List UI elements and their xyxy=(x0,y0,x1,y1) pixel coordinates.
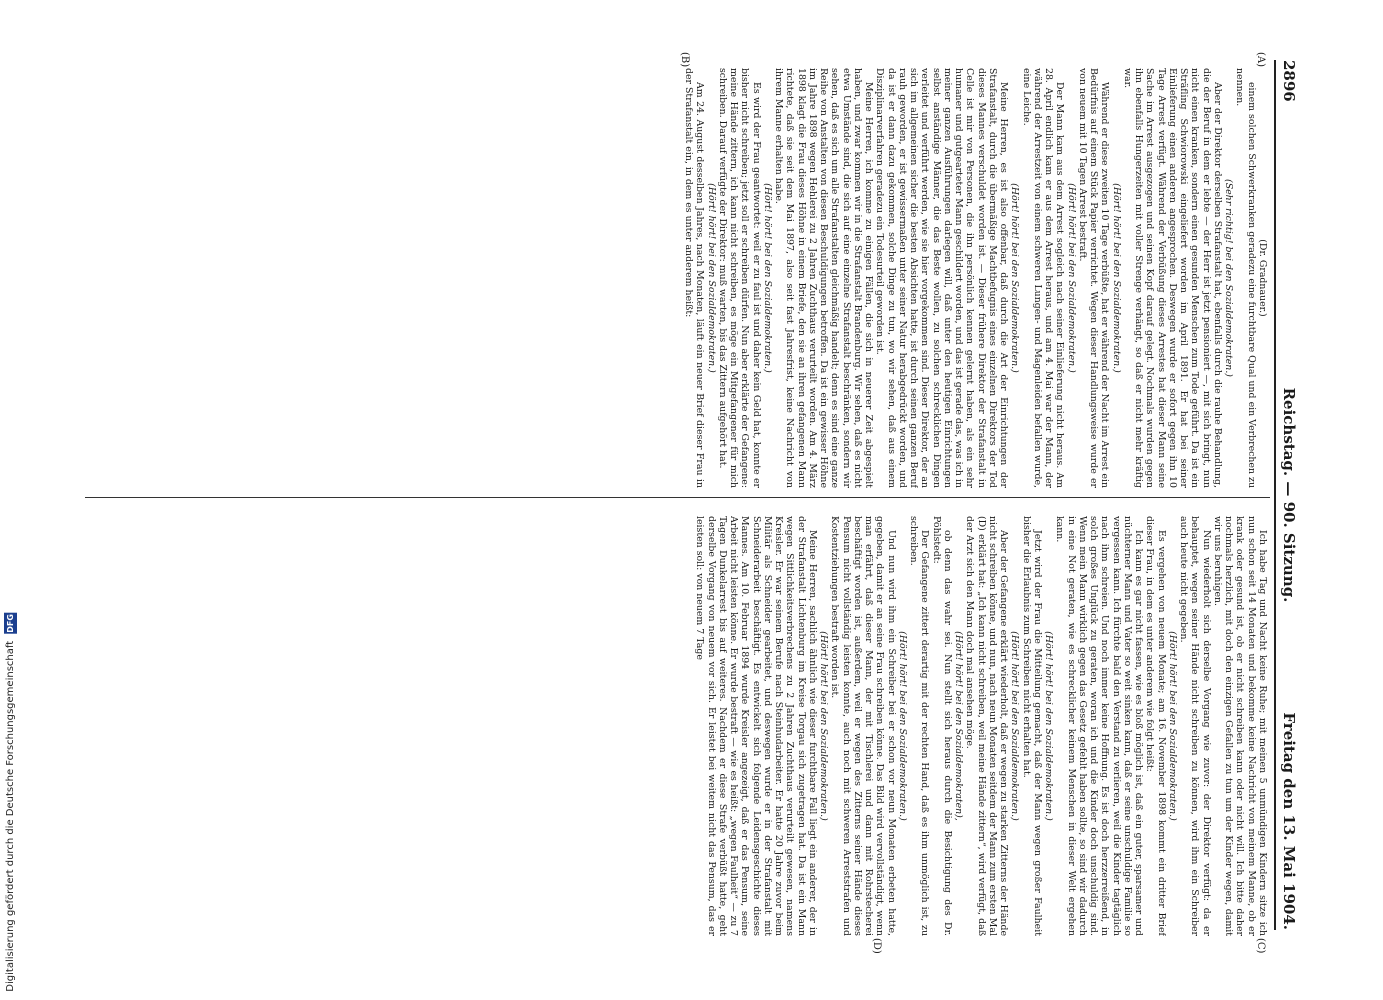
interjection: (Hört! hört! bei den Sozialdemokraten.) xyxy=(1065,183,1077,373)
paragraph: Und nun wird ihm ein Schreiber bei er schon vor neun Monaten erbeten hatte, gegeben, damit er an seine Frau schreiben könne. Das Bild wird vervollständigt, wenn man erfährt, daß dieser Mann, der mit Tischlerei und dann mit Rohrstecherei beschäftigt worden ist, außerdem, weil er wegen des Zitterns seiner Hände dieses Pensum nicht vollständig leisten konnte, auch noch mit schweren Arreststrafen und Kostentziehungen bestraft worden ist. xyxy=(829,516,897,936)
paragraph: Ich habe Tag und Nacht keine Ruhe; mit meinen 5 unmündigen Kindern sitze ich nun schon seit 14 Monaten und bekomme keine Nachricht von meinem Manne, ob er krank oder gesund ist, ob er nicht schreiben kann oder nicht will. Ich bitte daher nochmals herzlich, mit doch den einzigen Gefallen zu tun um der Kinder wegen, damit wir uns beruhigen. xyxy=(1212,516,1268,936)
paragraph: Ich kann es gar nicht fassen, wie es bloß möglich ist, daß ein guter, sparsamer und nüchterner Mann und Vater so weit sinken kann, daß er seine unschuldige Familie so vergessen kann. Ich fürchte bald den Verstand zu verlieren, weil die Kinder tagtäglich nach ihm schreien. Und noch immer keine Hoffnung. Es ist doch herzzerreißend, in solch großes Unglück zu geraten, woran ich und die Kinder doch unschuldig sind. Wenn mein Mann wirklich gegen das Gesetz gefehlt haben sollte, so sind wir dadurch in eine Not geraten, wie es schrecklicher keinem Menschen in dieser Welt ergehen kann. xyxy=(1054,516,1145,936)
session-date: Freitag den 13. Mai 1904. xyxy=(1280,712,1298,930)
paragraph: ob denn das wahr sei. Nun stellt sich heraus durch die Besichtigung des Dr. Pöhlstedt: xyxy=(930,516,953,936)
paragraph: Meine Herren, sachlich ähnlich wie dieser furchtbare Fall liegt ein anderer, der in der Strafanstalt Lichtenburg im Kreise Torgau sich zugetragen hat. Da ist ein Mann wegen Sittlichkeitsverbrechens zu 2 Jahren Zuchthaus verurteilt gewesen, namens Kreisler. Er war seinem Berufe nach Steinhudarbeiter. Er hatte 20 Jahre zuvor beim Militär als Schneider gearbeitet, und deswegen wurde er in der Strafanstalt mit Schneiderarbeit beschäftigt. Es entwickelt sich folgende Leidensgeschichte dieses Mannes. Am 10. Februar 1894 wurde Kreisler angezeigt, daß er das Pensum, seine Arbeit nicht leisten könne. Er wurde bestraft — wie es heißt: „wegen Faulheit“ — zu 7 Tagen Dunkelarrest bis auf weiteres. Nachdem er diese Strafe verbüßt hatte, geht derselbe Vorgang von neuem vor sich. Er leistet bei weitem nicht das Pensum, das er leisten soll: von neuem 7 Tage xyxy=(694,516,818,936)
digitization-credit xyxy=(4,613,17,992)
interjection: (Hört! hört! bei den Sozialdemokraten.) xyxy=(1110,183,1122,373)
interjection: (Hört! hört! bei den Sozialdemokraten.) xyxy=(1009,631,1021,821)
paragraph: Aber der Direktor derselben Strafanstalt hat, ebenfalls durch die rauhe Behandlung, die der Beruf in dem er lebte — der Herr ist jetzt pensioniert —, mit sich bringt, nun nicht einen kranken, sondern einen gesunden Menschen zum Tode geführt. Da ist ein Sträfling Schwiorowski eingeliefert worden im April 1891. Er hat bei seiner Einlieferung einen anderen angesprochen. Deswegen wurde er sofort gegen ihn 10 Tage Arrest verfügt. Während der Verbüßung dieses Arrestes hat dieser Mann seine Sache im Arrest ausgezogen und seinen Kopf darauf gelegt. Nochmals wurden gegen ihn ebenfalls Hungerzeiten mit voller Strenge verhängt, so daß er nicht mehr kräftig war. xyxy=(1122,68,1223,488)
page-number: 2896 xyxy=(1280,60,1298,102)
paragraph: Aber der Gefangene erklärt wiederholt, daß er wegen zu starken Zitterns der Hände nicht schreiben könne, und nun, nach neun Monaten seitdem der Mann zum ersten Mal (D) erklärt hat: „Ich kann nicht schreiben, weil meine Hände zittern“, wird verfügt, daß der Arzt sich den Mann doch mal ansehen möge. xyxy=(964,516,1010,936)
interjection: (Hört! hört! bei den Sozialdemokraten.) xyxy=(705,183,717,373)
paragraph: Jetzt wird der Frau die Mitteilung gemacht, daß der Mann wegen großer Faulheit bisher die Erlaubnis zum Schreiben nicht erhalten hat. xyxy=(1020,516,1043,936)
paragraph: Es wird der Frau geantwortet: weil er zu faul ist und daher kein Geld hat, konnte er bisher nicht schreiben; jetzt soll er schreiben dürfen. Nun aber erklärte der Gefangene: meine Hände zittern, ich kann nicht schreiben, es möge ein Mitgefangener für mich schreiben. Darauf verfügte der Direktor: muß warten, bis das Zittern aufgehört hat. xyxy=(717,68,762,488)
paragraph: Der Mann kam aus dem Arrest sogleich nach seiner Einlieferung nicht heraus. Am 28. April endlich kam er aus dem Arrest heraus, und am 4. Mai war der Mann, der während der Arrestzeit von einem schweren Lungen- und Magenleiden befallen wurde, eine Leiche. xyxy=(1020,68,1066,488)
dfg-logo: DFG xyxy=(6,614,15,633)
interjection: (Hört! hört! bei den Sozialdemokraten.) xyxy=(818,631,830,821)
paragraph: Am 24. August desselben Jahres, nach Monaten, läuft ein neuer Brief dieser Frau in der Strafanstalt ein, in dem es unter anderem heißt: xyxy=(683,68,706,488)
interjection: (Hört! hört! bei den Sozialdemokraten.) xyxy=(897,631,908,821)
paragraph: Meine Herren, ich komme zu einigen Fällen, die sich in neuerer Zeit abgespielt haben, und zwar kommen wir in die Strafanstalt Brandenburg. Wir sehen, daß es nicht etwa Umstände sind, die sich auf eine einzelne Strafanstalt beschränken, sondern wir sehen, daß es sich um alle Strafanstalten gleichmäßig handelt; denn es sind eine ganze Reihe von Anstalten von diesen Beschuldigungen betroffen. Da ist ein gewisser Höhne im Jahre 1898 wegen Hehlerei zu 2 Jahren Zuchthaus verurteilt worden. Am 4. März 1898 klagt die Frau dieses Höhne in einem Briefe, den sie an ihren gefangenen Mann richtete, daß sie seit dem Mai 1897, also seit fast Jahresfrist, keine Nachricht von ihrem Manne erhalten habe. xyxy=(773,68,875,488)
page-header xyxy=(1278,60,1300,930)
column-divider xyxy=(85,497,1270,498)
interjection: (Hört! hört! bei den Sozialdemokraten.) xyxy=(1043,631,1055,821)
session-title: Reichstag. — 90. Sitzung. xyxy=(1280,387,1298,603)
speaker-label: (Dr. Gradnauer.) xyxy=(1257,239,1268,317)
margin-mark-b: (B) xyxy=(679,52,690,68)
paragraph: Während er diese zweiten 10 Tage verbüßte, hat er während der Nacht im Arrest ein Bedürfnis auf einem Stück Papier verrichtet. Wegen dieser Handlungsweise wurde er von neuem mit 10 Tagen Arrest bestraft. xyxy=(1077,68,1111,488)
interjection: (Hört! hört! bei den Sozialdemokraten.) xyxy=(1009,183,1021,373)
paragraph: Nun wiederholt sich derselbe Vorgang wie zuvor: der Direktor verfügt: da er behauptet, wegen seiner Hände nicht schreiben zu können, wird ihm ein Schreiber auch heute nicht gegeben. xyxy=(1178,516,1212,936)
header-rule xyxy=(1274,60,1276,930)
right-column xyxy=(88,516,1268,936)
margin-mark-c: (C) xyxy=(1255,938,1266,954)
margin-mark-a: (A) xyxy=(1255,52,1266,68)
interjection: (Hört! hört! bei den Sozialdemokraten.) xyxy=(1167,631,1178,821)
paragraph: einem solchen Schwerkranken geradezu eine furchtbare Qual und ein Verbrechen zu nennen. xyxy=(1234,68,1257,488)
interjection: (Hört! hört! bei den Sozialdemokraten.) xyxy=(762,183,773,373)
credit-text: Digitalisierung gefördert durch die Deutsche Forschungsgemeinschaft xyxy=(5,641,16,992)
paragraph: Der Gefangene zittert derartig mit der rechten Hand, daß es ihm unmöglich ist, zu schreiben. xyxy=(908,516,931,936)
margin-mark-d: (D) xyxy=(871,938,882,954)
left-column xyxy=(88,68,1268,488)
interjection: (Sehr richtig! bei den Sozialdemokraten.) xyxy=(1223,179,1235,377)
interjection: (Hört! hört! bei den Sozialdemokraten), xyxy=(953,631,965,821)
rotated-page xyxy=(80,50,1300,954)
paragraph: Es vergehen von neuem Monate; am 16. November 1898 kommt ein dritter Brief dieser Frau, in dem es unter anderem wie folgt heißt: xyxy=(1144,516,1167,936)
paragraph: Meine Herren, es ist also offenbar, daß durch die Art der Einrichtungen der Strafanstalt, durch die übermäßige Machtbefugnis eines einzelnen Direktors der Tod dieses Mannes verschuldet worden ist. — Dieser frühere Direktor der Strafanstalt in Celle ist mir von Personen, die ihn persönlich kennen gelernt haben, als ein sehr humaner und gutgearteter Mann geschildert worden, und das ist gerade das, was ich in meiner ganzen Ausführungen darlegen will, daß unter den heutigen Einrichtungen selbst anständige Männer, die das Beste wollen, zu solchen schrecklichen Dingen verleitet und verführt werden, wie sie hier vorgekommen sind. Dieser Direktor, der an sich im allgemeinen sicher die besten Absichten hatte, ist durch seinen ganzen Beruf rauh geworden, er ist gewissermaßen unter seiner Natur herabgedrückt worden, und da ist er dann dazu gekommen, solche Dinge zu tun, wo wir sehen, daß aus einem Disziplinarverfahren geradezu ein Todesurteil geworden ist. xyxy=(874,68,1010,488)
